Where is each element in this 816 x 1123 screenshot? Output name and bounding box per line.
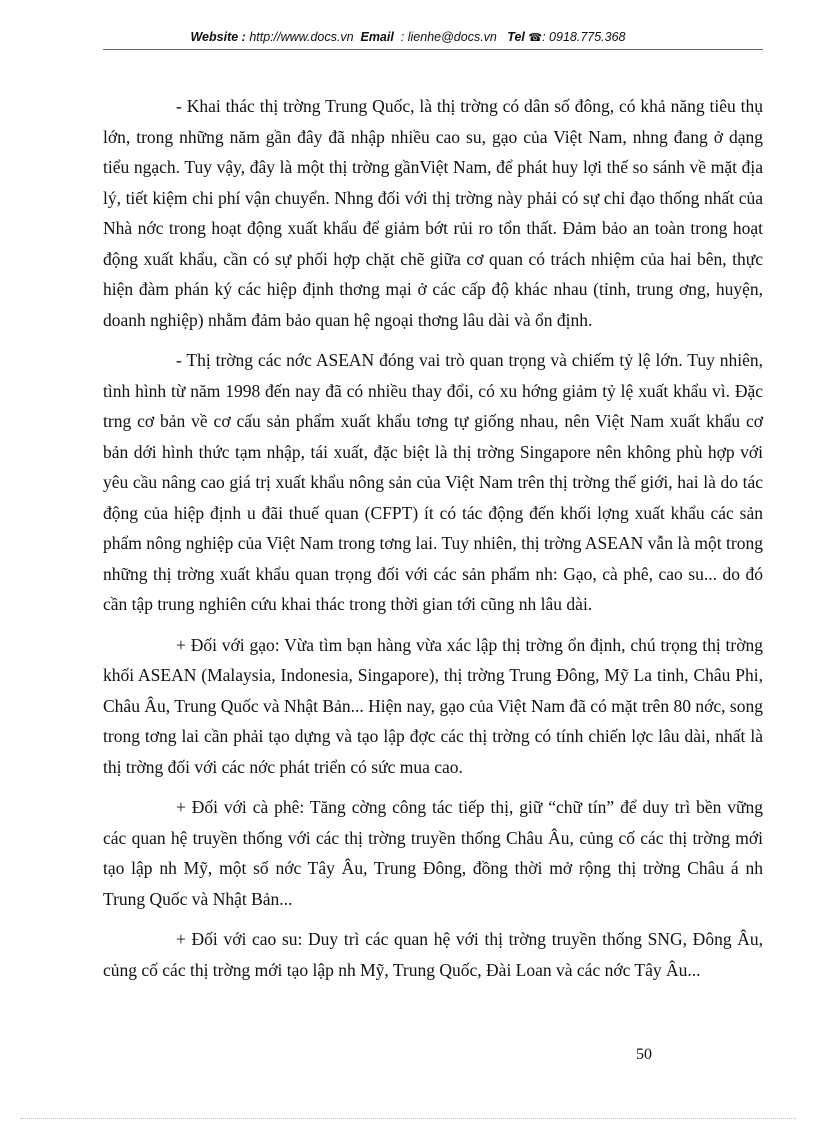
website-url[interactable]: http://www.docs.vn — [249, 30, 354, 44]
email-value[interactable]: : lienhe@docs.vn — [400, 30, 497, 44]
document-body — [103, 91, 763, 995]
footer-divider — [20, 1118, 796, 1119]
paragraph: + Đối với cà phê: Tăng cờng công tác tiếp thị, giữ “chữ tín” để duy trì bền vững các quan hệ truyền thống với các thị trờng truyền thống Châu Âu, củng cố các thị trờng mới tạo lập nh Mỹ, một số nớc Tây Âu, Trung Đông, đồng thời mở rộng thị trờng Châu á nh Trung Quốc và Nhật Bản... — [103, 797, 763, 909]
paragraph: + Đối với gạo: Vừa tìm bạn hàng vừa xác lập thị trờng ổn định, chú trọng thị trờng khối ASEAN (Malaysia, Indonesia, Singapore), thị trờng Trung Đông, Mỹ La tinh, Châu Phi, Châu Âu, Trung Quốc và Nhật Bản... Hiện nay, gạo của Việt Nam đã có mặt trên 80 nớc, song trong tơng lai cần phải tạo dựng và tạo lập đợc các thị trờng có tính chiến lợc lâu dài, nhất là thị trờng đối với các nớc phát triển có sức mua cao. — [103, 634, 763, 777]
paragraph: + Đối với cao su: Duy trì các quan hệ với thị trờng truyền thống SNG, Đông Âu, củng cố các thị trờng mới tạo lập nh Mỹ, Trung Quốc, Đài Loan và các nớc Tây Âu... — [103, 929, 763, 980]
email-label: Email — [360, 30, 394, 44]
page-number: 50 — [636, 1046, 652, 1063]
tel-label: Tel — [507, 30, 525, 44]
telephone-icon: ☎ — [528, 32, 543, 44]
tel-value: : 0918.775.368 — [542, 30, 626, 44]
paragraph: - Khai thác thị trờng Trung Quốc, là thị trờng có dân số đông, có khả năng tiêu thụ lớn, trong những năm gần đây đã nhập nhiều cao su, gạo của Việt Nam, nhng đang ở dạng tiểu ngạch. Tuy vậy, đây là một thị trờng gầnViệt Nam, để phát huy lợi thế so sánh về mặt địa lý, tiết kiệm chi phí vận chuyển. Nhng đối với thị trờng này phải có sự chỉ đạo thống nhất của Nhà nớc trong hoạt động xuất khẩu để giảm bớt rủi ro tổn thất. Đảm bảo an toàn trong hoạt động xuất khẩu, cần có sự phối hợp chặt chẽ giữa cơ quan có trách nhiệm của hai bên, thực hiện đàm phán ký các hiệp định thơng mại ở các cấp độ khác nhau (tỉnh, trung ơng, huyện, doanh nghiệp) nhằm đảm bảo quan hệ ngoại thơng lâu dài và ổn định. — [103, 96, 763, 330]
paragraph: - Thị trờng các nớc ASEAN đóng vai trò quan trọng và chiếm tỷ lệ lớn. Tuy nhiên, tình hình từ năm 1998 đến nay đã có nhiều thay đổi, có xu hớng giảm tỷ lệ xuất khẩu vì. Đặc trng cơ bản về cơ cấu sản phẩm xuất khẩu tơng tự giống nhau, nên Việt Nam xuất khẩu cơ bản dới hình thức tạm nhập, tái xuất, đặc biệt là thị trờng Singapore nên không phù hợp với yêu cầu nâng cao giá trị xuất khẩu nông sản của Việt Nam trên thị trờng thế giới, hai là do tác động của hiệp định u đãi thuế quan (CFPT) ít có tác động đến khối lợng xuất khẩu các sản phẩm nông nghiệp của Việt Nam trong tơng lai. Tuy nhiên, thị trờng ASEAN vẫn là một trong những thị trờng xuất khẩu quan trọng đối với các sản phẩm nh: Gạo, cà phê, cao su... do đó cần tập trung nghiên cứu khai thác trong thời gian tới cũng nh lâu dài. — [103, 350, 763, 614]
header-divider — [103, 49, 763, 50]
website-label: Website : — [190, 30, 246, 44]
page-header — [0, 30, 816, 44]
